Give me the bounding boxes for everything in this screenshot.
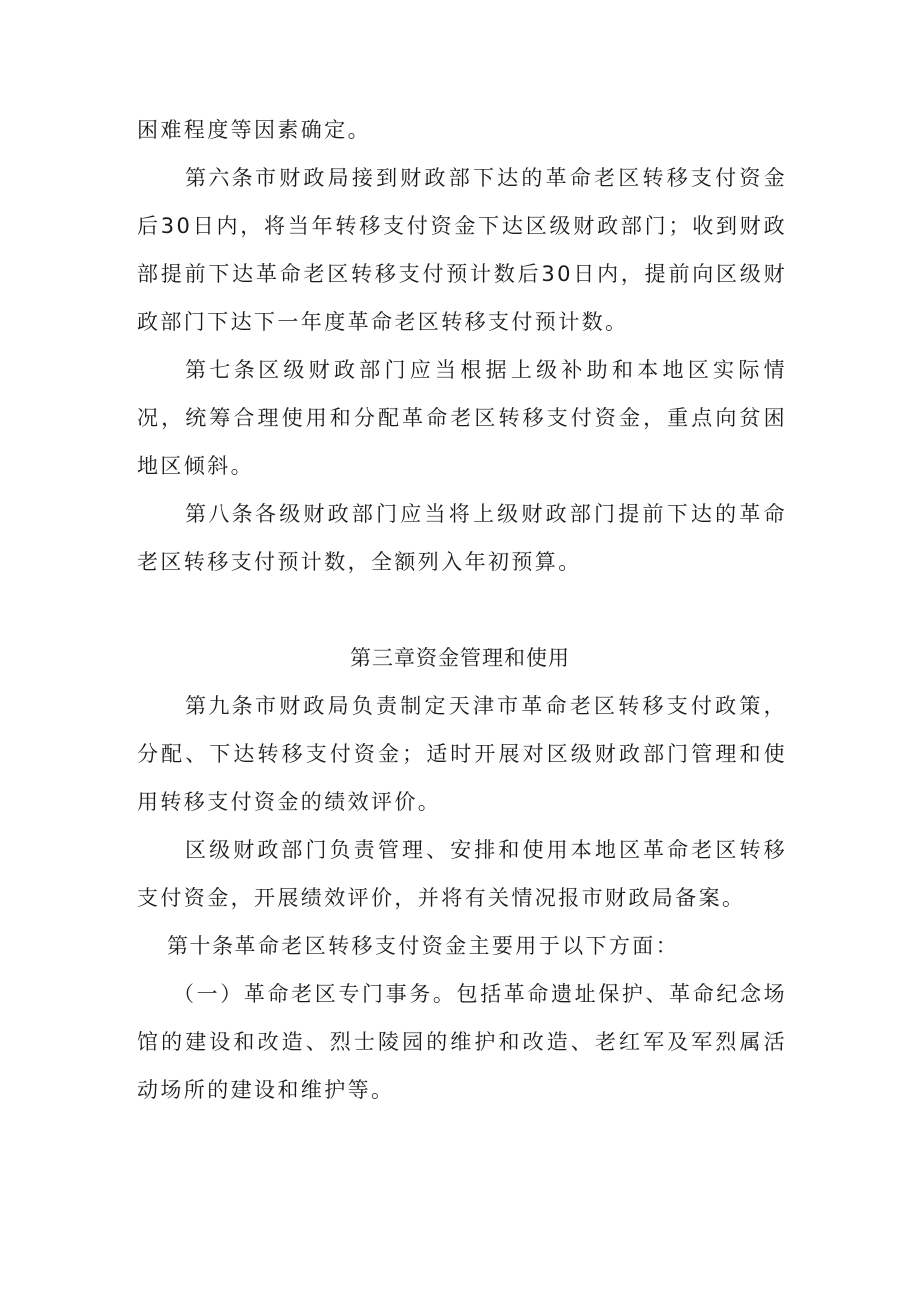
article-9-text: 市财政局负责制定天津市革命老区转移支付政策，分配、下达转移支付资金；适时开展对区级财政部门管理和使用转移支付资金的绩效评价。 xyxy=(137,694,787,814)
article-8-label: 第八条 xyxy=(185,502,255,526)
article-7-text: 区级财政部门应当根据上级补助和本地区实际情况，统筹合理使用和分配革命老区转移支付资金，重点向贫困地区倾斜。 xyxy=(137,358,787,478)
article-7-label: 第七条 xyxy=(185,358,259,382)
paragraph-continuation: 困难程度等因素确定。 xyxy=(137,118,371,142)
article-9-label: 第九条 xyxy=(185,694,255,718)
chapter-heading: 第三章资金管理和使用 xyxy=(350,646,570,670)
list-item-1: （一）革命老区专门事务。包括革命遗址保护、革命纪念场馆的建设和改造、烈士陵园的维护和改造、老红军及军烈属活动场所的建设和维护等。 xyxy=(137,982,787,1102)
article-6 xyxy=(137,154,787,346)
article-8 xyxy=(137,490,787,586)
article-6-label: 第六条 xyxy=(185,166,255,190)
article-10-text: 革命老区转移支付资金主要用于以下方面： xyxy=(234,934,680,958)
article-8-text: 各级财政部门应当将上级财政部门提前下达的革命老区转移支付预计数，全额列入年初预算。 xyxy=(137,502,787,574)
article-6-text: 市财政局接到财政部下达的革命老区转移支付资金后30日内，将当年转移支付资金下达区级财政部门；收到财政部提前下达革命老区转移支付预计数后30日内，提前向区级财政部门下达下一年度革命老区转移支付预计数。 xyxy=(137,166,787,334)
article-7 xyxy=(137,346,787,490)
article-9 xyxy=(137,682,787,826)
article-9-paragraph-2: 区级财政部门负责管理、安排和使用本地区革命老区转移支付资金，开展绩效评价，并将有关情况报市财政局备案。 xyxy=(137,838,787,910)
article-10 xyxy=(137,922,787,970)
article-10-label: 第十条 xyxy=(167,934,235,958)
